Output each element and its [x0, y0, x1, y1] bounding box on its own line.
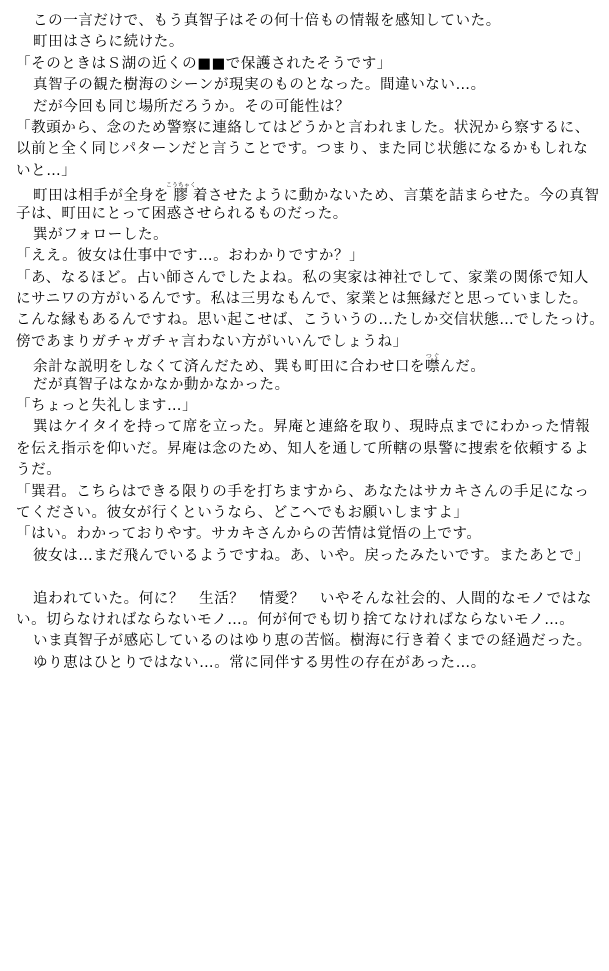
text-line: 彼女は…まだ飛んでいるようですね。あ、いや。戻ったみたいです。またあとで」: [33, 547, 590, 564]
text-line: 「そのときはＳ湖の近くの■■で保護されたそうです」: [16, 55, 392, 72]
paragraph: [16, 396, 597, 417]
text-line: 真智子の観た樹海のシーンが現実のものとなった。間違いない…。: [33, 77, 486, 94]
paragraph: [16, 631, 597, 652]
text-line: にサニワの方がいるんです。私は三男なもんで、家業とは無縁だと思っていました。: [16, 291, 588, 308]
text-line: だが今回も同じ場所だろうか。その可能性は？: [33, 98, 351, 115]
text-line: [16, 567, 597, 588]
text-line: を伝え指示を仰いだ。昇庵は念のため、知人を通して所轄の県警に捜索を依頼するよ: [16, 440, 590, 457]
text-line: 以前と全く同じパターンだと言うことです。つまり、また同じ状態になるかもしれな: [16, 141, 589, 158]
paragraph: [16, 567, 597, 588]
text-line: うだ。: [16, 462, 62, 479]
ruby-annotation: 膠こうちゃく: [165, 182, 196, 205]
text-line: ゆり恵はひとりではない…。常に同伴する男性の存在があった…。: [33, 654, 486, 671]
text-line: 巽がフォローした。: [33, 226, 169, 243]
text-line: てください。彼女が行くというなら、どこへでもお願いしますよ」: [16, 504, 469, 521]
ruby-reading: つぐ: [425, 353, 441, 361]
ruby-annotation: 噤つぐ: [425, 353, 441, 376]
paragraph: [16, 589, 597, 632]
text-line: 町田はさらに続けた。: [33, 34, 184, 51]
text-line: いと…」: [16, 162, 77, 179]
text-line: い。切らなければならないモノ…。何が何でも切り捨てなければならないモノ…。: [16, 611, 575, 628]
text-line: 子は、町田にとって困惑させられるものだった。: [16, 205, 348, 222]
text-line: 町田は相手が全身を膠こうちゃく着させたように動かないため、言葉を詰まらせた。今の真智: [33, 182, 600, 205]
text-line: 「巽君。こちらはできる限りの手を打ちますから、あなたはサカキさんの手足になっ: [16, 483, 590, 500]
paragraph: [16, 546, 597, 567]
text-line: この一言だけで、もう真智子はその何十倍もの情報を感知していた。: [33, 13, 501, 29]
text-line: 「ちょっと失礼します…」: [16, 398, 198, 415]
text-line: 余計な説明をしなくて済んだため、巽も町田に合わせ口を噤つぐんだ。: [33, 353, 486, 376]
paragraph: [16, 653, 597, 674]
text-line: いま真智子が感応しているのはゆり恵の苦悩。樹海に行き着くまでの経過だった。: [33, 633, 592, 650]
text-line: だが真智子はなかなか動かなかった。: [33, 376, 290, 393]
paragraph: [16, 417, 597, 481]
paragraph: [16, 353, 597, 374]
paragraph: [16, 225, 597, 246]
text-line: 巽はケイタイを持って席を立った。昇庵と連絡を取り、現時点までにわかった情報: [33, 419, 591, 436]
paragraph: [16, 482, 597, 525]
ruby-reading: こうちゃく: [165, 182, 196, 190]
text-line: こんな縁もあるんですね。思い起こせば、こういうの…たしか交信状態…でしたっけ。: [16, 312, 605, 329]
paragraph: [16, 246, 597, 267]
text-line: 傍であまりガチャガチャ言わない方がいいんでしょうね」: [16, 333, 408, 350]
text-line: 「教頭から、念のため警察に連絡してはどうかと言われました。状況から察するに、: [16, 119, 590, 136]
paragraph: [16, 32, 597, 53]
paragraph: [16, 118, 597, 182]
paragraph: [16, 75, 597, 96]
paragraph: [16, 54, 597, 75]
paragraph: [16, 97, 597, 118]
paragraph: [16, 11, 597, 32]
text-line: 「あ、なるほど。占い師さんでしたよね。私の実家は神社でして、家業の関係で知人: [16, 269, 589, 286]
text-line: 追われていた。何に？ 生活？ 情愛？ いやそんな社会的、人間的なモノではな: [33, 590, 592, 607]
paragraph: [16, 182, 600, 225]
text-line: 「はい。わかっておりやす。サカキさんからの苦情は覚悟の上です。: [16, 526, 482, 543]
paragraph: [16, 268, 605, 354]
paragraph: [16, 524, 597, 545]
text-line: 「ええ。彼女は仕事中です…。おわかりですか？」: [16, 248, 365, 265]
